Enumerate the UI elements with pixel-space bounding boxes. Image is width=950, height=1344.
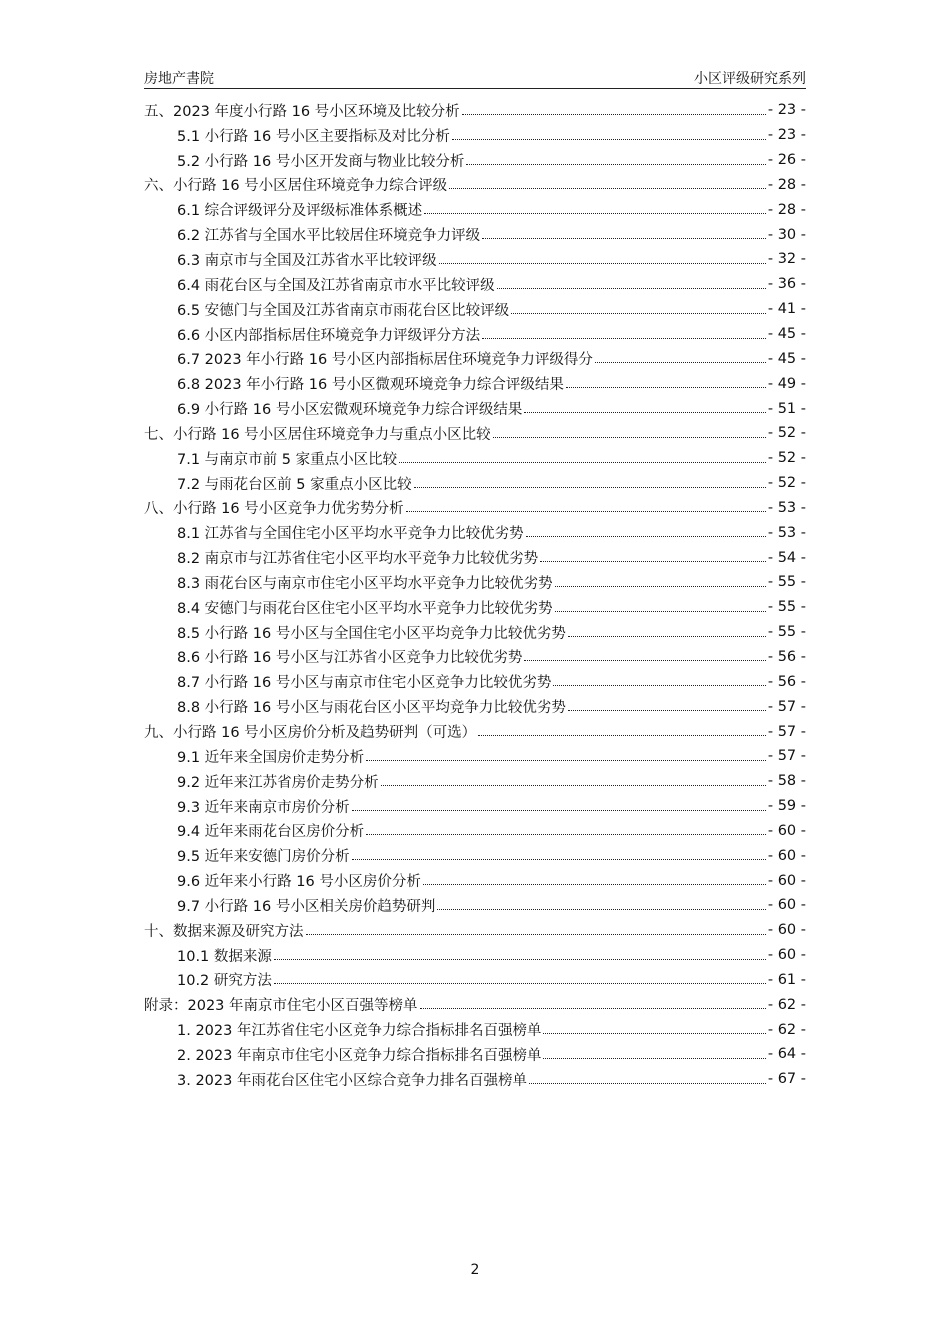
toc-section-entry[interactable] — [144, 272, 806, 297]
toc-section-entry[interactable] — [144, 297, 806, 322]
toc-entry-title: 8.1 江苏省与全国住宅小区平均水平竞争力比较优劣势 — [177, 526, 524, 543]
toc-entry-title: 8.4 安德门与雨花台区住宅小区平均水平竞争力比较优劣势 — [177, 600, 553, 617]
toc-entry-title: 十、数据来源及研究方法 — [144, 923, 304, 940]
toc-entry-page: - 53 - — [767, 499, 806, 516]
toc-leader-dots — [274, 959, 766, 960]
toc-leader-dots — [497, 288, 766, 289]
toc-entry-title: 8.6 小行路 16 号小区与江苏省小区竞争力比较优劣势 — [177, 650, 523, 667]
toc-chapter-entry[interactable] — [144, 719, 806, 744]
toc-entry-page: - 57 - — [767, 748, 806, 765]
toc-entry-title: 8.7 小行路 16 号小区与南京市住宅小区竞争力比较优劣势 — [177, 675, 552, 692]
toc-entry-page: - 23 - — [767, 127, 806, 144]
toc-entry-title: 10.1 数据来源 — [177, 948, 272, 965]
toc-entry-title: 八、小行路 16 号小区竞争力优劣势分析 — [144, 501, 404, 518]
toc-section-entry[interactable] — [144, 744, 806, 769]
toc-chapter-entry[interactable] — [144, 918, 806, 943]
toc-leader-dots — [439, 263, 766, 264]
page-number: 2 — [470, 1262, 480, 1278]
toc-leader-dots — [274, 983, 766, 984]
toc-entry-page: - 56 - — [767, 673, 806, 690]
toc-entry-title: 五、2023 年度小行路 16 号小区环境及比较分析 — [144, 103, 460, 120]
toc-leader-dots — [482, 338, 766, 339]
toc-section-entry[interactable] — [144, 123, 806, 148]
toc-leader-dots — [399, 462, 766, 463]
toc-entry-page: - 60 - — [767, 872, 806, 889]
toc-section-entry[interactable] — [144, 148, 806, 173]
toc-entry-title: 9.6 近年来小行路 16 号小区房价分析 — [177, 874, 421, 891]
toc-entry-title: 9.1 近年来全国房价走势分析 — [177, 749, 365, 766]
toc-leader-dots — [540, 561, 766, 562]
toc-leader-dots — [555, 611, 766, 612]
toc-entry-title: 3. 2023 年雨花台区住宅小区综合竞争力排名百强榜单 — [177, 1072, 527, 1089]
toc-entry-page: - 36 - — [767, 276, 806, 293]
toc-entry-page: - 61 - — [767, 971, 806, 988]
toc-entry-title: 5.1 小行路 16 号小区主要指标及对比分析 — [177, 128, 450, 145]
toc-leader-dots — [366, 760, 766, 761]
toc-section-entry[interactable] — [144, 968, 806, 993]
toc-chapter-entry[interactable] — [144, 496, 806, 521]
toc-section-entry[interactable] — [144, 669, 806, 694]
toc-section-entry[interactable] — [144, 1017, 806, 1042]
toc-section-entry[interactable] — [144, 893, 806, 918]
toc-section-entry[interactable] — [144, 545, 806, 570]
toc-entry-page: - 60 - — [767, 947, 806, 964]
toc-leader-dots — [526, 536, 766, 537]
toc-section-entry[interactable] — [144, 1042, 806, 1067]
toc-entry-title: 9.4 近年来雨花台区房价分析 — [177, 824, 365, 841]
toc-section-entry[interactable] — [144, 1067, 806, 1092]
toc-chapter-entry[interactable] — [144, 173, 806, 198]
toc-leader-dots — [529, 1083, 766, 1084]
toc-section-entry[interactable] — [144, 197, 806, 222]
toc-leader-dots — [449, 188, 766, 189]
header-series: 小区评级研究系列 — [694, 71, 806, 87]
toc-section-entry[interactable] — [144, 222, 806, 247]
toc-leader-dots — [524, 412, 766, 413]
toc-leader-dots — [568, 636, 766, 637]
toc-entry-page: - 53 - — [767, 524, 806, 541]
toc-entry-title: 9.7 小行路 16 号小区相关房价趋势研判 — [177, 898, 436, 915]
toc-leader-dots — [452, 139, 766, 140]
toc-entry-page: - 28 - — [767, 201, 806, 218]
toc-section-entry[interactable] — [144, 322, 806, 347]
toc-entry-title: 6.7 2023 年小行路 16 号小区内部指标居住环境竞争力评级得分 — [177, 352, 593, 369]
toc-entry-title: 6.2 江苏省与全国水平比较居住环境竞争力评级 — [177, 228, 481, 245]
toc-entry-page: - 67 - — [767, 1071, 806, 1088]
toc-entry-title: 6.1 综合评级评分及评级标准体系概述 — [177, 203, 423, 220]
toc-leader-dots — [466, 164, 766, 165]
table-of-contents — [144, 98, 806, 1092]
toc-leader-dots — [462, 114, 766, 115]
toc-leader-dots — [420, 1008, 766, 1009]
toc-leader-dots — [543, 1058, 765, 1059]
toc-entry-page: - 26 - — [767, 152, 806, 169]
toc-section-entry[interactable] — [144, 620, 806, 645]
toc-entry-page: - 45 - — [767, 350, 806, 367]
toc-entry-title: 6.6 小区内部指标居住环境竞争力评级评分方法 — [177, 327, 481, 344]
toc-leader-dots — [478, 735, 766, 736]
toc-section-entry[interactable] — [144, 868, 806, 893]
toc-leader-dots — [511, 313, 766, 314]
toc-chapter-entry[interactable] — [144, 421, 806, 446]
toc-section-entry[interactable] — [144, 645, 806, 670]
toc-entry-title: 6.5 安德门与全国及江苏省南京市雨花台区比较评级 — [177, 302, 510, 319]
toc-entry-page: - 51 - — [767, 400, 806, 417]
toc-section-entry[interactable] — [144, 769, 806, 794]
toc-entry-title: 附录：2023 年南京市住宅小区百强等榜单 — [144, 998, 418, 1015]
toc-entry-page: - 49 - — [767, 375, 806, 392]
toc-section-entry[interactable] — [144, 694, 806, 719]
toc-leader-dots — [424, 213, 766, 214]
toc-entry-page: - 55 - — [767, 574, 806, 591]
toc-section-entry[interactable] — [144, 595, 806, 620]
toc-leader-dots — [366, 834, 766, 835]
toc-leader-dots — [406, 511, 766, 512]
toc-entry-title: 九、小行路 16 号小区房价分析及趋势研判（可选） — [144, 725, 477, 742]
toc-section-entry[interactable] — [144, 570, 806, 595]
toc-entry-page: - 62 - — [767, 1021, 806, 1038]
toc-leader-dots — [437, 909, 766, 910]
toc-entry-title: 10.2 研究方法 — [177, 973, 272, 990]
toc-entry-title: 6.4 雨花台区与全国及江苏省南京市水平比较评级 — [177, 277, 495, 294]
toc-leader-dots — [493, 437, 766, 438]
page-header — [144, 66, 806, 89]
toc-section-entry[interactable] — [144, 818, 806, 843]
toc-section-entry[interactable] — [144, 471, 806, 496]
toc-leader-dots — [306, 934, 766, 935]
toc-entry-page: - 52 - — [767, 425, 806, 442]
toc-entry-title: 9.3 近年来南京市房价分析 — [177, 799, 350, 816]
toc-section-entry[interactable] — [144, 346, 806, 371]
toc-leader-dots — [568, 710, 766, 711]
toc-entry-page: - 60 - — [767, 897, 806, 914]
toc-entry-page: - 57 - — [767, 698, 806, 715]
toc-leader-dots — [566, 387, 766, 388]
toc-entry-page: - 52 - — [767, 475, 806, 492]
toc-leader-dots — [352, 859, 766, 860]
toc-entry-page: - 28 - — [767, 176, 806, 193]
toc-section-entry[interactable] — [144, 396, 806, 421]
toc-entry-title: 6.8 2023 年小行路 16 号小区微观环境竞争力综合评级结果 — [177, 377, 564, 394]
toc-entry-page: - 56 - — [767, 648, 806, 665]
toc-entry-title: 2. 2023 年南京市住宅小区竞争力综合指标排名百强榜单 — [177, 1047, 542, 1064]
toc-entry-title: 7.1 与南京市前 5 家重点小区比较 — [177, 451, 398, 468]
toc-entry-page: - 60 - — [767, 822, 806, 839]
toc-entry-title: 9.2 近年来江苏省房价走势分析 — [177, 774, 379, 791]
toc-leader-dots — [543, 1033, 765, 1034]
toc-section-entry[interactable] — [144, 843, 806, 868]
toc-entry-page: - 59 - — [767, 798, 806, 815]
toc-entry-title: 8.8 小行路 16 号小区与雨花台区小区平均竞争力比较优劣势 — [177, 700, 566, 717]
toc-entry-title: 七、小行路 16 号小区居住环境竞争力与重点小区比较 — [144, 426, 491, 443]
toc-section-entry[interactable] — [144, 520, 806, 545]
toc-leader-dots — [352, 810, 766, 811]
toc-entry-page: - 55 - — [767, 624, 806, 641]
toc-leader-dots — [524, 660, 766, 661]
toc-section-entry[interactable] — [144, 446, 806, 471]
toc-chapter-entry[interactable] — [144, 992, 806, 1017]
toc-entry-page: - 54 - — [767, 549, 806, 566]
toc-entry-title: 1. 2023 年江苏省住宅小区竞争力综合指标排名百强榜单 — [177, 1023, 542, 1040]
toc-leader-dots — [423, 884, 766, 885]
toc-entry-page: - 41 - — [767, 301, 806, 318]
toc-entry-page: - 60 - — [767, 922, 806, 939]
toc-entry-page: - 60 - — [767, 847, 806, 864]
toc-entry-page: - 32 - — [767, 251, 806, 268]
toc-leader-dots — [414, 487, 766, 488]
toc-entry-page: - 57 - — [767, 723, 806, 740]
header-publisher: 房地产書院 — [144, 71, 214, 87]
toc-section-entry[interactable] — [144, 794, 806, 819]
toc-leader-dots — [381, 785, 766, 786]
toc-leader-dots — [482, 238, 766, 239]
toc-leader-dots — [555, 586, 766, 587]
toc-entry-title: 8.2 南京市与江苏省住宅小区平均水平竞争力比较优劣势 — [177, 551, 539, 568]
toc-entry-title: 8.5 小行路 16 号小区与全国住宅小区平均竞争力比较优劣势 — [177, 625, 566, 642]
toc-chapter-entry[interactable] — [144, 98, 806, 123]
toc-entry-title: 7.2 与雨花台区前 5 家重点小区比较 — [177, 476, 412, 493]
toc-section-entry[interactable] — [144, 943, 806, 968]
toc-section-entry[interactable] — [144, 371, 806, 396]
toc-entry-title: 六、小行路 16 号小区居住环境竞争力综合评级 — [144, 178, 448, 195]
toc-leader-dots — [553, 685, 766, 686]
toc-entry-page: - 30 - — [767, 226, 806, 243]
toc-entry-page: - 55 - — [767, 599, 806, 616]
toc-entry-page: - 52 - — [767, 450, 806, 467]
toc-entry-title: 8.3 雨花台区与南京市住宅小区平均水平竞争力比较优劣势 — [177, 575, 553, 592]
toc-entry-title: 9.5 近年来安德门房价分析 — [177, 849, 350, 866]
toc-entry-page: - 23 - — [767, 102, 806, 119]
toc-entry-page: - 58 - — [767, 773, 806, 790]
toc-entry-page: - 45 - — [767, 326, 806, 343]
toc-section-entry[interactable] — [144, 247, 806, 272]
toc-entry-page: - 62 - — [767, 996, 806, 1013]
toc-entry-title: 6.9 小行路 16 号小区宏微观环境竞争力综合评级结果 — [177, 402, 523, 419]
toc-entry-page: - 64 - — [767, 1046, 806, 1063]
toc-entry-title: 5.2 小行路 16 号小区开发商与物业比较分析 — [177, 153, 465, 170]
toc-leader-dots — [595, 362, 766, 363]
toc-entry-title: 6.3 南京市与全国及江苏省水平比较评级 — [177, 252, 437, 269]
